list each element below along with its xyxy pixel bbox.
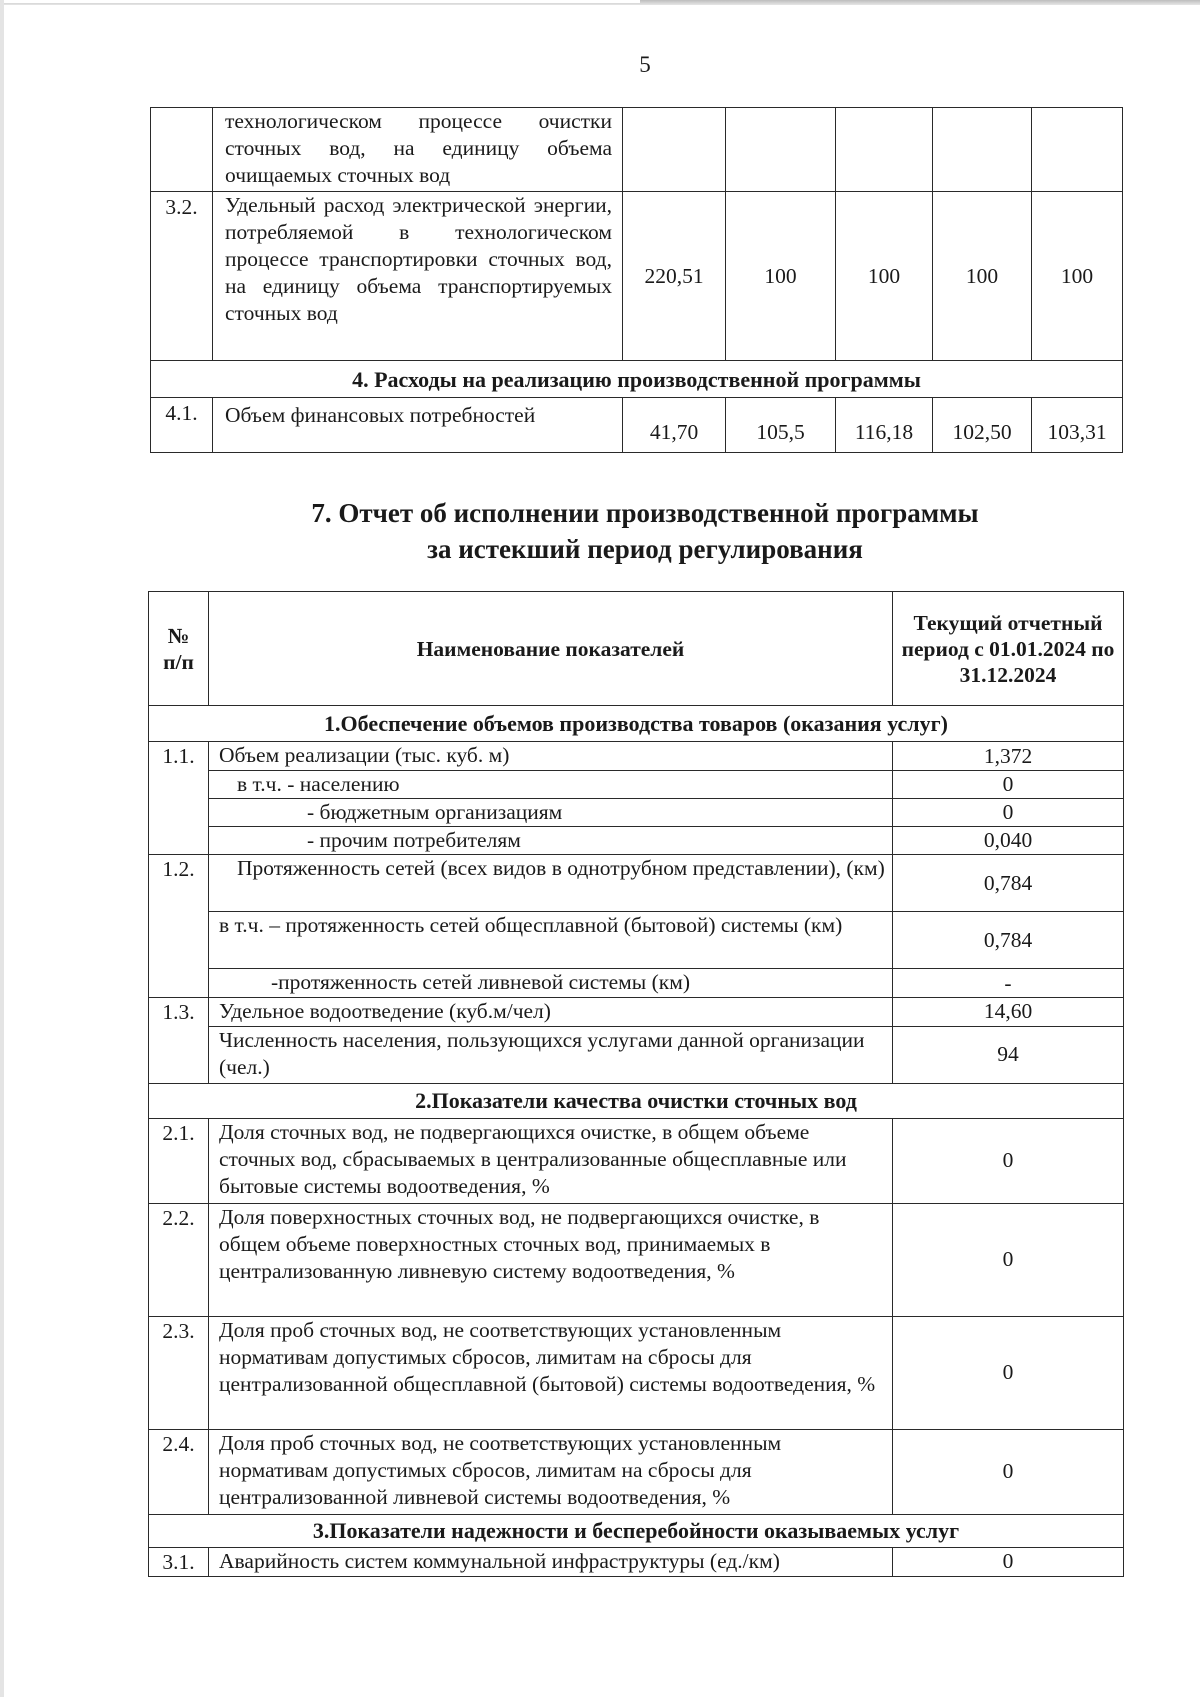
row-name: - прочим потребителям — [209, 827, 893, 855]
row-value: 105,5 — [726, 398, 836, 453]
row-value — [933, 108, 1032, 192]
page-number: 5 — [639, 52, 651, 77]
table-row — [149, 1316, 1124, 1429]
row-name: Доля поверхностных сточных вод, не подвергающихся очистке, в общем объеме поверхностных сточных вод, принимаемых в централизованную ливневую систему водоотведения, % — [209, 1203, 893, 1316]
row-value: 0 — [893, 1547, 1124, 1576]
row-name: Доля проб сточных вод, не соответствующих установленным нормативам допустимых сбросов, лимитам на сбросы для централизованной ливневой системы водоотведения, % — [209, 1429, 893, 1514]
row-value: 100 — [726, 192, 836, 361]
row-value: 116,18 — [836, 398, 933, 453]
table-row — [149, 969, 1124, 998]
table-header-row — [149, 592, 1124, 706]
row-name: Доля проб сточных вод, не соответствующих установленным нормативам допустимых сбросов, лимитам на сбросы для централизованной общесплавной (бытовой) системы водоотведения, % — [209, 1316, 893, 1429]
row-value: 0 — [893, 1203, 1124, 1316]
row-name: Объем финансовых потребностей — [213, 398, 623, 453]
table-row — [149, 912, 1124, 969]
header-period: Текущий отчетный период с 01.01.2024 по 31.12.2024 — [893, 592, 1124, 706]
row-value: 100 — [836, 192, 933, 361]
section-title: 3.Показатели надежности и бесперебойности оказываемых услуг — [149, 1514, 1124, 1547]
row-number: 1.3. — [149, 998, 209, 1027]
section-title: 2.Показатели качества очистки сточных вод — [149, 1083, 1124, 1118]
row-value: 220,51 — [623, 192, 726, 361]
table-row — [151, 398, 1123, 453]
row-value: 0,784 — [893, 912, 1124, 969]
table-row — [149, 998, 1124, 1027]
row-value: 94 — [893, 1026, 1124, 1083]
heading-line-2: за истекший период регулирования — [427, 534, 863, 564]
row-value: 0 — [893, 1429, 1124, 1514]
table-row — [149, 1026, 1124, 1083]
row-value: - — [893, 969, 1124, 998]
report-table — [148, 591, 1124, 1577]
section-row — [149, 1083, 1124, 1118]
row-number: 3.2. — [151, 192, 213, 361]
scan-top-edge-gap — [0, 0, 640, 3]
row-number: 2.1. — [149, 1118, 209, 1203]
table-row — [149, 771, 1124, 799]
table-row — [149, 1429, 1124, 1514]
indicators-table-continued — [150, 107, 1123, 453]
row-value: 0,040 — [893, 827, 1124, 855]
row-number: 1.2. — [149, 855, 209, 912]
scan-left-edge — [0, 0, 4, 1697]
header-number: № п/п — [149, 592, 209, 706]
row-value: 1,372 — [893, 742, 1124, 771]
row-value: 103,31 — [1032, 398, 1123, 453]
row-value — [1032, 108, 1123, 192]
row-name: Доля сточных вод, не подвергающихся очистке, в общем объеме сточных вод, сбрасываемых в централизованные общесплавные или бытовые системы водоотведения, % — [209, 1118, 893, 1203]
section-heading — [0, 495, 1200, 567]
section-row — [149, 706, 1124, 742]
row-value — [726, 108, 836, 192]
row-number: 2.2. — [149, 1203, 209, 1316]
row-number: 2.3. — [149, 1316, 209, 1429]
row-name: в т.ч. – протяженность сетей общесплавной (бытовой) системы (км) — [209, 912, 893, 969]
table-row — [149, 827, 1124, 855]
row-name: Протяженность сетей (всех видов в однотрубном представлении), (км) — [209, 855, 893, 912]
row-name: Численность населения, пользующихся услугами данной организации (чел.) — [209, 1026, 893, 1083]
row-name: Объем реализации (тыс. куб. м) — [209, 742, 893, 771]
table-row — [149, 799, 1124, 827]
table-row — [151, 108, 1123, 192]
table-row — [149, 1203, 1124, 1316]
section-title: 1.Обеспечение объемов производства товаров (оказания услуг) — [149, 706, 1124, 742]
row-value: 0 — [893, 1118, 1124, 1203]
table-row — [149, 855, 1124, 912]
header-name: Наименование показателей — [209, 592, 893, 706]
row-value: 102,50 — [933, 398, 1032, 453]
row-value — [623, 108, 726, 192]
row-value: 41,70 — [623, 398, 726, 453]
table-row — [149, 1118, 1124, 1203]
row-number — [151, 108, 213, 192]
heading-line-1: 7. Отчет об исполнении производственной программы — [311, 498, 979, 528]
row-name: Удельное водоотведение (куб.м/чел) — [209, 998, 893, 1027]
row-number: 2.4. — [149, 1429, 209, 1514]
section-title: 4. Расходы на реализацию производственной программы — [151, 361, 1123, 398]
row-name: Аварийность систем коммунальной инфраструктуры (ед./км) — [209, 1547, 893, 1576]
row-number: 3.1. — [149, 1547, 209, 1576]
table-row — [149, 1547, 1124, 1576]
row-name: Удельный расход электрической энергии, потребляемой в технологическом процессе транспортировки сточных вод, на единицу объема транспортируемых сточных вод — [213, 192, 623, 361]
section-row — [149, 1514, 1124, 1547]
row-name: - бюджетным организациям — [209, 799, 893, 827]
row-value: 0 — [893, 1316, 1124, 1429]
row-value: 0,784 — [893, 855, 1124, 912]
row-value: 100 — [933, 192, 1032, 361]
row-name: -протяженность сетей ливневой системы (км) — [209, 969, 893, 998]
row-value — [836, 108, 933, 192]
table-row — [149, 742, 1124, 771]
row-value: 0 — [893, 799, 1124, 827]
row-name: технологическом процессе очистки сточных вод, на единицу объема очищаемых сточных вод — [213, 108, 623, 192]
row-value: 0 — [893, 771, 1124, 799]
row-number: 4.1. — [151, 398, 213, 453]
row-value: 100 — [1032, 192, 1123, 361]
table-row — [151, 192, 1123, 361]
row-number: 1.1. — [149, 742, 209, 771]
row-name: в т.ч. - населению — [209, 771, 893, 799]
row-value: 14,60 — [893, 998, 1124, 1027]
section-row — [151, 361, 1123, 398]
